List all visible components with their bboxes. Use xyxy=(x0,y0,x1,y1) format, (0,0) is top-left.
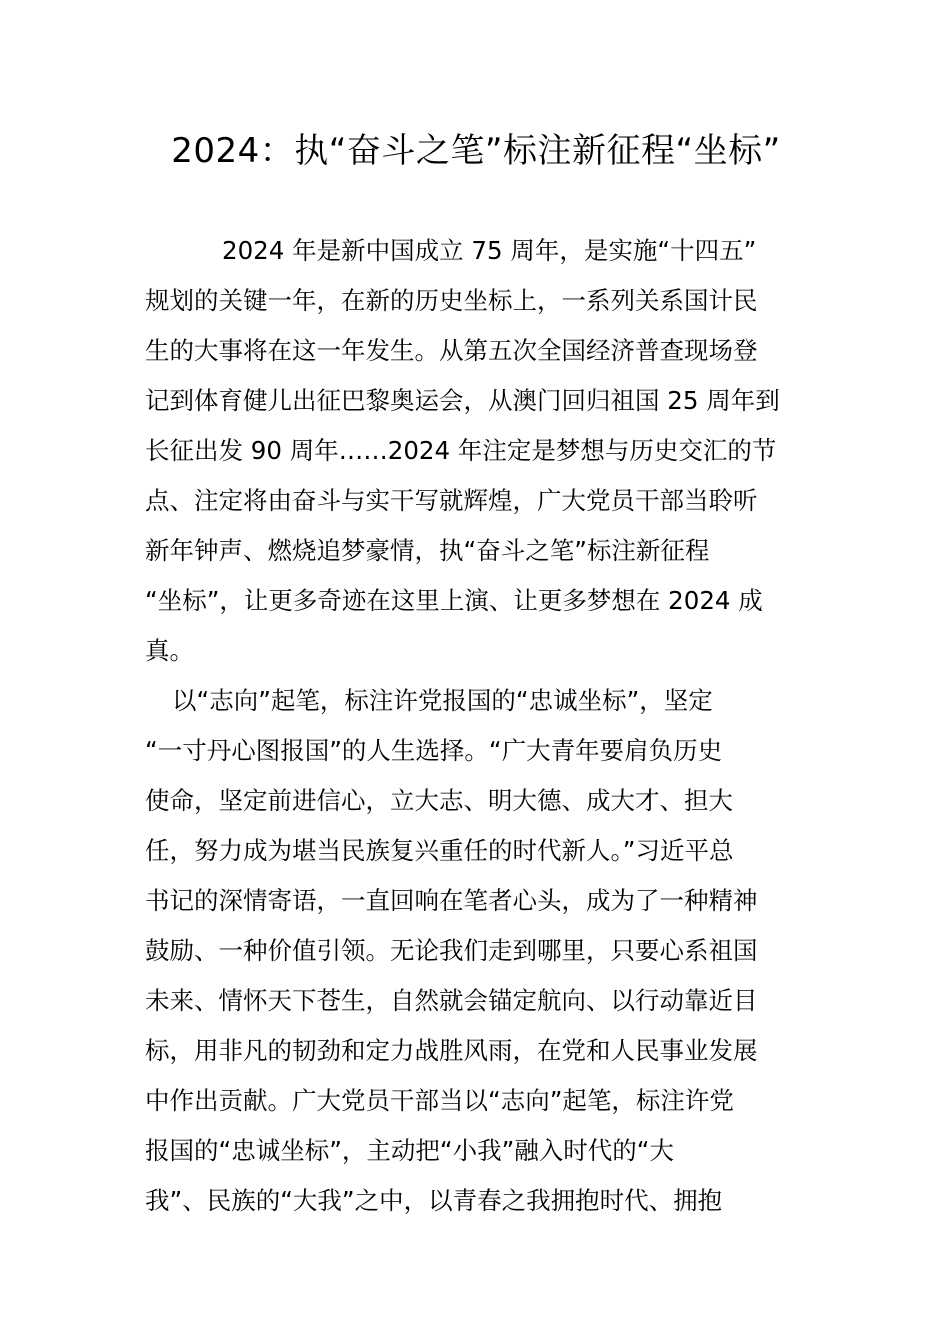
body-line-2: 规划的关键一年，在新的历史坐标上，一系列关系国计民 xyxy=(145,286,758,315)
body-line-7: 新年钟声、燃烧追梦豪情，执“奋斗之笔”标注新征程 xyxy=(145,536,710,565)
body-line-4: 记到体育健儿出征巴黎奥运会，从澳门回归祖国 25 周年到 xyxy=(145,386,780,415)
body-line-13: 任，努力成为堪当民族复兴重任的时代新人。”习近平总 xyxy=(145,836,734,865)
body-line-8: “坐标”，让更多奇迹在这里上演、让更多梦想在 2024 成 xyxy=(145,586,763,615)
body-line-19: 报国的“忠诚坐标”，主动把“小我”融入时代的“大 xyxy=(145,1136,674,1165)
body-line-3: 生的大事将在这一年发生。从第五次全国经济普查现场登 xyxy=(145,336,758,365)
body-line-6: 点、注定将由奋斗与实干写就辉煌，广大党员干部当聆听 xyxy=(145,486,758,515)
body-line-18: 中作出贡献。广大党员干部当以“志向”起笔，标注许党 xyxy=(145,1086,734,1115)
body-line-12: 使命，坚定前进信心，立大志、明大德、成大才、担大 xyxy=(145,786,733,815)
body-line-10: 以“志向”起笔，标注许党报国的“忠诚坐标”，坚定 xyxy=(172,686,713,715)
body-line-20: 我”、民族的“大我”之中，以青春之我拥抱时代、拥抱 xyxy=(145,1186,723,1215)
body-line-11: “一寸丹心图报国”的人生选择。“广大青年要肩负历史 xyxy=(145,736,723,765)
body-line-14: 书记的深情寄语，一直回响在笔者心头，成为了一种精神 xyxy=(145,886,758,915)
document-title: 2024：执“奋斗之笔”标注新征程“坐标” xyxy=(171,131,781,171)
body-line-1: 2024 年是新中国成立 75 周年，是实施“十四五” xyxy=(222,236,757,265)
body-line-9: 真。 xyxy=(145,636,194,665)
body-line-15: 鼓励、一种价值引领。无论我们走到哪里，只要心系祖国 xyxy=(145,936,758,965)
body-line-16: 未来、情怀天下苍生，自然就会锚定航向、以行动靠近目 xyxy=(145,986,758,1015)
body-line-5: 长征出发 90 周年……2024 年注定是梦想与历史交汇的节 xyxy=(145,436,777,465)
body-line-17: 标，用非凡的韧劲和定力战胜风雨，在党和人民事业发展 xyxy=(145,1036,758,1065)
